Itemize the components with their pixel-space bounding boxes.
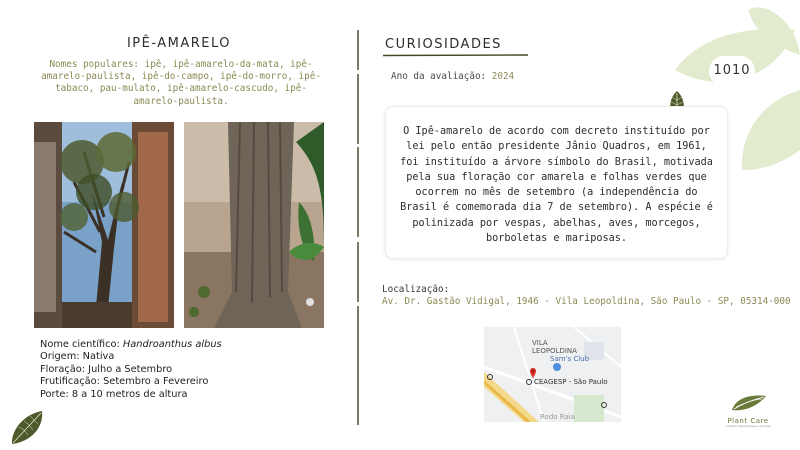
map-place-ceagesp: CEAGESP - São Paulo [534,378,608,386]
curiosities-card [385,106,728,259]
title-underline [383,54,528,57]
year-label: Ano da avaliação: [391,71,492,82]
curiosities-text: O Ipê-amarelo de acordo com decreto instituído por lei pelo então presidente Jânio Quadros, em 1961, foi instituído a árvore símbolo do Brasil, motivada pela sua floração cor amarela e folhas verdes que ocorrem no mês de setembro (a independência do Brasil é comemorada dia 7 de setembro). A espécie é polinizada por vespas, abelhas, aves, morcegos, borboletas e mariposas. [400,126,713,245]
evaluation-year [391,71,514,82]
code-badge: 1010 [709,56,755,86]
scientific-name: Handroanthus albus [122,339,222,350]
year-value: 2024 [491,71,515,82]
map-place-sams: Sam's Club [550,355,590,363]
scientific-name-row [40,339,222,351]
brand-name: Plant Care [727,417,769,425]
plant-facts [40,339,222,401]
plant-care-leaf-icon [728,392,768,412]
location-address[interactable]: Av. Dr. Gastão Vidigal, 1946 - Vila Leopoldina, São Paulo - SP, 05314-000 [382,296,791,307]
location-label: Localização: [382,284,450,295]
plant-title: IPÊ-AMARELO [126,36,232,51]
curiosities-title: CURIOSIDADES [385,37,502,52]
map-district-line2: LEOPOLDINA [532,347,577,355]
trunk-photo [184,122,324,328]
map-street: Rodo Raia [540,413,576,421]
scientific-label: Nome científico: [40,339,123,350]
brand-tagline: cuidado das plantas e arvores [725,424,771,428]
location-map[interactable] [484,327,621,422]
size-row: Porte: 8 a 10 metros de altura [40,388,188,400]
vertical-divider [357,30,359,425]
map-district-line1: VILA [532,339,548,347]
map-district [532,339,577,355]
dark-leaf-icon-bottom [8,408,46,446]
flowering-row: Floração: Julho a Setembro [40,363,173,375]
canopy-photo [34,122,174,328]
fruiting-row: Frutificação: Setembro a Fevereiro [40,376,209,388]
popular-names: Nomes populares: ipê, ipê-amarelo-da-mata, ipê-amarelo-paulista, ipê-do-campo, ipê-do-morro, ipê-tabaco, pau-mulato, ipê-amarelo-cascudo, ipê-amarelo-paulista. [41,59,321,107]
origin-row: Origem: Nativa [40,351,115,363]
plant-care-logo [722,392,774,428]
